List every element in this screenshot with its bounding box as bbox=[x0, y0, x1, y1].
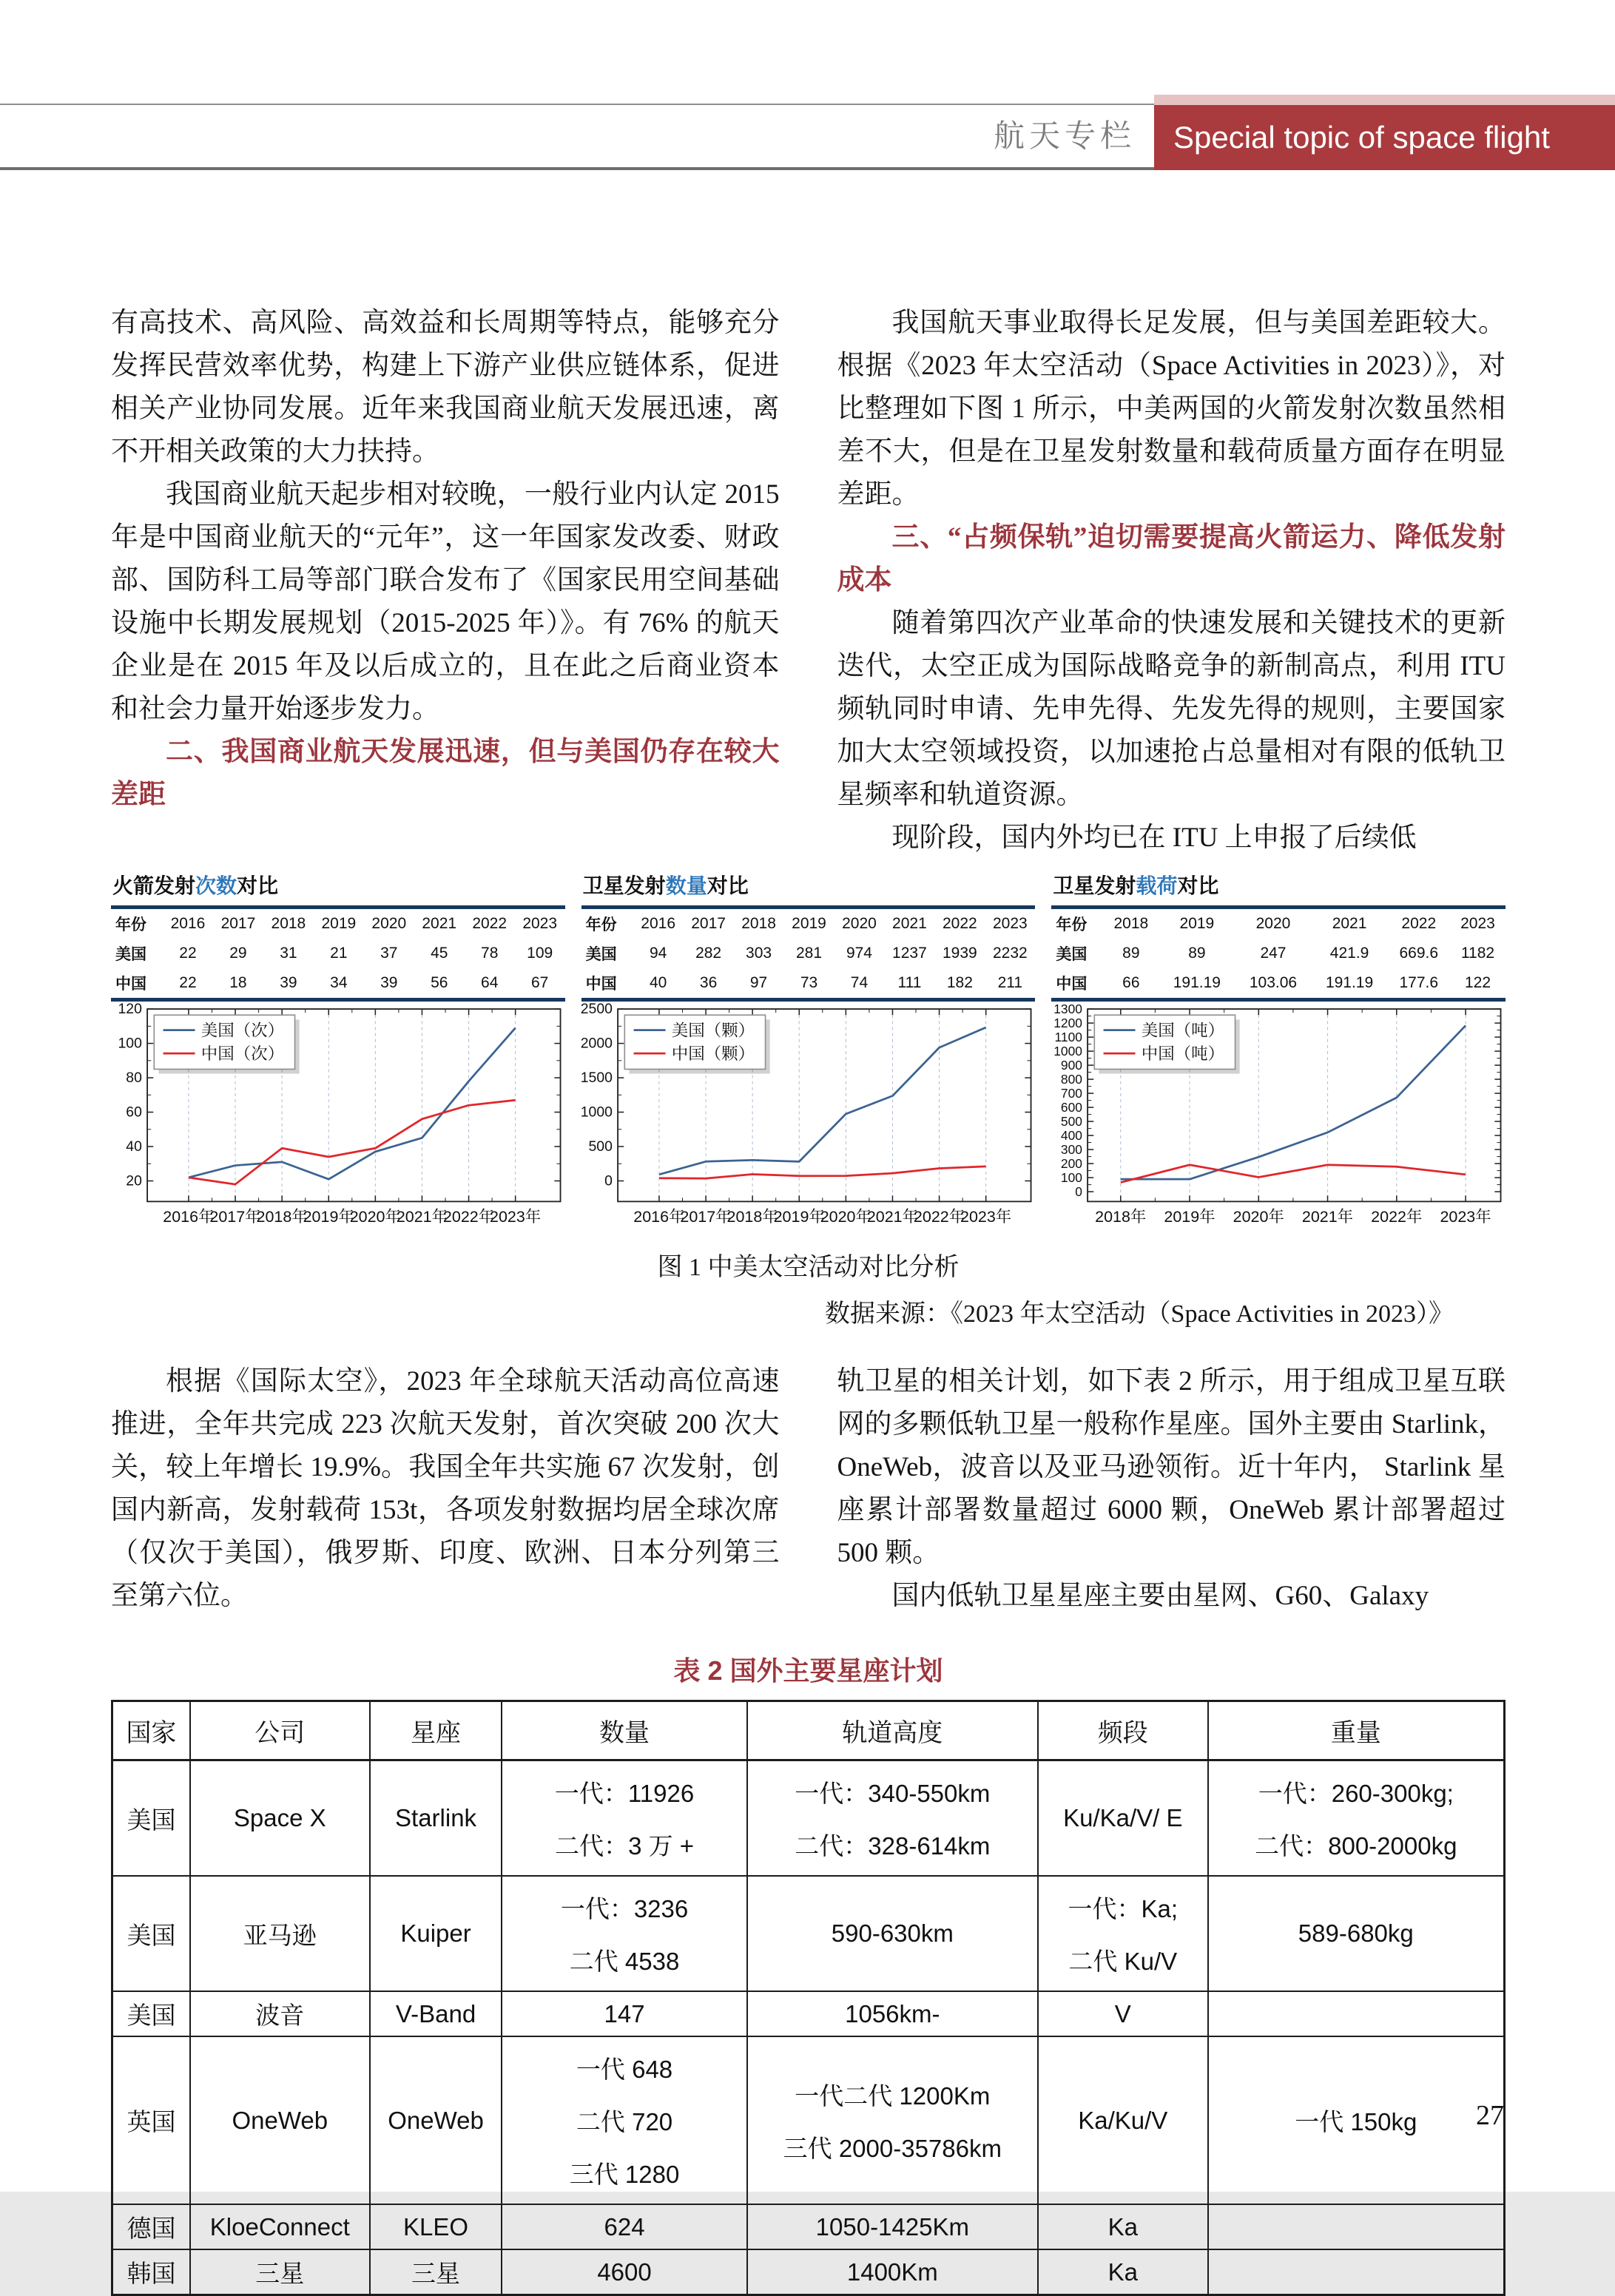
table2-cell: V-Band bbox=[370, 1991, 502, 2036]
table2-cell: 美国 bbox=[112, 1991, 190, 2036]
table2-cell: 一代：Ka; 二代 Ku/V bbox=[1038, 1876, 1208, 1991]
mini-table-cell: 74 bbox=[850, 974, 869, 991]
table2-cell: 三星 bbox=[370, 2249, 502, 2295]
table2-header-cell: 重量 bbox=[1208, 1701, 1505, 1760]
mini-table-cell: 182 bbox=[946, 974, 973, 991]
header-rule-bottom bbox=[0, 167, 1154, 170]
svg-text:2020年: 2020年 bbox=[349, 1207, 401, 1226]
table2-cell: 英国 bbox=[112, 2036, 190, 2204]
table2-cell: 一代：260-300kg; 二代：800-2000kg bbox=[1208, 1760, 1505, 1877]
chart-title-text: 卫星发射 bbox=[582, 874, 666, 897]
table2-cell: 一代：3236 二代 4538 bbox=[502, 1876, 746, 1991]
table2-cell: V bbox=[1038, 1991, 1208, 2036]
table2-title: 表 2 国外主要星座计划 bbox=[673, 1655, 943, 1686]
mini-table-cell: 247 bbox=[1260, 945, 1287, 962]
section-banner bbox=[1154, 95, 1615, 170]
table2-header-cell: 国家 bbox=[112, 1701, 190, 1760]
svg-text:2018年: 2018年 bbox=[726, 1207, 778, 1226]
table2-cell: 韩国 bbox=[112, 2249, 190, 2295]
mini-table-cell: 2232 bbox=[992, 945, 1028, 962]
table2-cell: 一代 150kg bbox=[1208, 2036, 1505, 2204]
table2-header-cell: 星座 bbox=[370, 1701, 502, 1760]
svg-text:800: 800 bbox=[1061, 1072, 1083, 1087]
table2-cell: 4600 bbox=[502, 2249, 746, 2295]
table2-cell: Ka/Ku/V bbox=[1038, 2036, 1208, 2204]
mini-table-cell: 年份 bbox=[115, 916, 146, 933]
chart-data-table bbox=[581, 905, 1036, 1002]
table-row bbox=[112, 2036, 1505, 2204]
line-chart-rocket-launches bbox=[111, 1001, 565, 1230]
mini-table-cell: 年份 bbox=[1056, 916, 1088, 933]
table2-cell: 147 bbox=[502, 1991, 746, 2036]
page-header bbox=[0, 0, 1615, 178]
svg-text:2017年: 2017年 bbox=[680, 1207, 732, 1226]
text-block-lower bbox=[111, 1360, 1506, 1618]
svg-text:1300: 1300 bbox=[1053, 1002, 1083, 1017]
table2-cell: Starlink bbox=[370, 1760, 502, 1877]
svg-text:2023年: 2023年 bbox=[960, 1207, 1011, 1226]
svg-text:2022年: 2022年 bbox=[913, 1207, 965, 1226]
chart-title bbox=[583, 870, 1036, 899]
mini-table-cell: 中国 bbox=[1056, 976, 1088, 993]
mini-table-cell: 2019 bbox=[321, 915, 357, 932]
right-column bbox=[837, 302, 1506, 860]
mini-table-cell: 282 bbox=[695, 945, 722, 962]
svg-text:2000: 2000 bbox=[580, 1035, 613, 1052]
mini-table-cell: 37 bbox=[380, 945, 398, 962]
svg-text:1100: 1100 bbox=[1054, 1030, 1083, 1045]
table2-cell: 美国 bbox=[112, 1760, 190, 1877]
svg-text:500: 500 bbox=[1061, 1114, 1083, 1130]
svg-text:80: 80 bbox=[126, 1070, 142, 1087]
mini-table-cell: 39 bbox=[280, 974, 297, 991]
svg-text:500: 500 bbox=[588, 1138, 613, 1155]
mini-table-cell: 67 bbox=[530, 974, 549, 991]
table2-cell: OneWeb bbox=[190, 2036, 370, 2204]
paragraph: 国内低轨卫星星座主要由星网、G60、Galaxy bbox=[891, 1581, 1429, 1611]
banner-accent-strip bbox=[1154, 95, 1615, 105]
constellation-plan-table bbox=[111, 1700, 1506, 2296]
svg-text:600: 600 bbox=[1061, 1100, 1083, 1115]
table2-cell: KloeConnect bbox=[190, 2204, 370, 2249]
table2-cell bbox=[1208, 1991, 1505, 2036]
svg-text:1500: 1500 bbox=[580, 1070, 613, 1087]
table2-header-cell: 频段 bbox=[1038, 1701, 1208, 1760]
chart-title-text: 卫星发射 bbox=[1053, 874, 1136, 897]
figure-caption: 图 1 中美太空活动对比分析 bbox=[657, 1254, 960, 1281]
chart-title-text: 火箭发射 bbox=[112, 874, 196, 897]
left-column bbox=[111, 1360, 780, 1618]
mini-table-cell: 40 bbox=[649, 974, 667, 991]
svg-text:2022年: 2022年 bbox=[442, 1207, 495, 1226]
svg-text:120: 120 bbox=[118, 1001, 142, 1018]
table2-header-cell: 公司 bbox=[190, 1701, 370, 1760]
mini-table-cell: 281 bbox=[795, 945, 823, 962]
mini-table-cell: 1182 bbox=[1460, 945, 1495, 962]
mini-table-cell: 78 bbox=[481, 945, 499, 962]
left-column bbox=[111, 302, 780, 860]
mini-table-cell: 109 bbox=[527, 945, 553, 962]
svg-text:1000: 1000 bbox=[1053, 1044, 1083, 1059]
page-body bbox=[0, 302, 1615, 2296]
table2-cell: 三星 bbox=[190, 2249, 370, 2295]
table2-cell: 一代：11926 二代：3 万 + bbox=[502, 1760, 746, 1877]
svg-text:美国（次）: 美国（次） bbox=[200, 1021, 285, 1040]
table2-cell: Ku/Ka/V/ E bbox=[1038, 1760, 1208, 1877]
mini-table-cell: 177.6 bbox=[1399, 974, 1439, 991]
table2-cell: 1056km- bbox=[747, 1991, 1038, 2036]
table2-cell bbox=[1208, 2204, 1505, 2249]
mini-table-cell: 2018 bbox=[1113, 915, 1149, 932]
table2-cell: 1050-1425Km bbox=[747, 2204, 1038, 2249]
mini-table-cell: 89 bbox=[1188, 945, 1206, 962]
table-row bbox=[112, 1991, 1505, 2036]
banner-title: Special topic of space flight bbox=[1154, 105, 1615, 170]
svg-text:2016年: 2016年 bbox=[163, 1207, 215, 1226]
svg-text:200: 200 bbox=[1061, 1156, 1083, 1172]
mini-table-cell: 中国 bbox=[115, 976, 146, 993]
mini-table-cell: 1237 bbox=[892, 945, 927, 962]
svg-text:60: 60 bbox=[126, 1104, 142, 1121]
mini-table-cell: 39 bbox=[380, 974, 398, 991]
mini-table-cell: 111 bbox=[897, 974, 922, 991]
section-heading-2: 二、我国商业航天发展迅速，但与美国仍存在较大差距 bbox=[111, 737, 780, 810]
mini-table-cell: 22 bbox=[179, 945, 197, 962]
svg-text:0: 0 bbox=[604, 1172, 613, 1189]
paragraph: 轨卫星的相关计划，如下表 2 所示，用于组成卫星互联网的多颗低轨卫星一般称作星座。国外主要由 Starlink，OneWeb，波音以及亚马逊领衔。近十年内， Starlink 星座累计部署数量超过 6000 颗，OneWeb 累计部署超过 500 颗。 bbox=[837, 1366, 1506, 1568]
chart-title-text: 对比 bbox=[237, 874, 279, 897]
mini-table-cell: 2020 bbox=[842, 915, 877, 932]
table2-cell: Ka bbox=[1038, 2204, 1208, 2249]
table2-cell: 624 bbox=[502, 2204, 746, 2249]
mini-table-cell: 2017 bbox=[691, 915, 726, 932]
svg-text:2018年: 2018年 bbox=[256, 1207, 308, 1226]
mini-table-cell: 美国 bbox=[1056, 946, 1088, 963]
svg-text:40: 40 bbox=[126, 1138, 142, 1155]
mini-table-cell: 45 bbox=[431, 945, 448, 962]
mini-table-cell: 191.19 bbox=[1173, 974, 1221, 991]
mini-table-cell: 1939 bbox=[943, 945, 977, 962]
paragraph: 随着第四次产业革命的快速发展和关键技术的更新迭代，太空正成为国际战略竞争的新制高点，利用 ITU 频轨同时申请、先申先得、先发先得的规则，主要国家加大太空领域投资，以加速抢占总量相对有限的低轨卫星频率和轨道资源。 bbox=[837, 608, 1506, 810]
table2-cell: 波音 bbox=[190, 1991, 370, 2036]
mini-table-cell: 2018 bbox=[271, 915, 306, 932]
paragraph: 有高技术、高风险、高效益和长周期等特点，能够充分发挥民营效率优势，构建上下游产业供应链体系，促进相关产业协同发展。近年来我国商业航天发展迅速，离不开相关政策的大力扶持。 bbox=[111, 308, 780, 467]
line-chart-satellite-count bbox=[580, 1001, 1036, 1230]
line-chart-payload-mass bbox=[1051, 1004, 1506, 1230]
table2-cell: 一代 648 二代 720 三代 1280 bbox=[502, 2036, 746, 2204]
svg-text:300: 300 bbox=[1061, 1142, 1083, 1158]
chart-panel-payload-mass bbox=[1051, 870, 1506, 1230]
page-number: 27 bbox=[1476, 2100, 1504, 2131]
svg-text:20: 20 bbox=[126, 1172, 142, 1189]
mini-table-cell: 669.6 bbox=[1399, 945, 1439, 962]
mini-table-cell: 303 bbox=[746, 945, 772, 962]
chart-panel-rocket-launches bbox=[111, 870, 565, 1230]
mini-table-cell: 2021 bbox=[422, 915, 457, 932]
mini-table-cell: 2022 bbox=[472, 915, 508, 932]
svg-text:2017年: 2017年 bbox=[209, 1207, 261, 1226]
chart-panel-satellite-count bbox=[581, 870, 1036, 1230]
mini-table-cell: 年份 bbox=[585, 916, 617, 933]
mini-table-cell: 18 bbox=[229, 974, 247, 991]
column-title-chinese: 航天专栏 bbox=[993, 118, 1136, 153]
table-row bbox=[112, 1876, 1505, 1991]
svg-text:2020年: 2020年 bbox=[820, 1207, 871, 1226]
svg-text:2019年: 2019年 bbox=[1164, 1207, 1216, 1226]
mini-table-cell: 122 bbox=[1464, 974, 1491, 991]
svg-text:美国（吨）: 美国（吨） bbox=[1142, 1021, 1225, 1040]
table2-cell: 589-680kg bbox=[1208, 1876, 1505, 1991]
right-column bbox=[837, 1360, 1506, 1618]
paragraph: 我国商业航天起步相对较晚，一般行业内认定 2015 年是中国商业航天的“元年”，这一年国家发改委、财政部、国防科工局等部门联合发布了《国家民用空间基础设施中长期发展规划（2015-2025 年）》。有 76% 的航天企业是在 2015 年及以后成立的，且在此之后商业资本和社会力量开始逐步发力。 bbox=[111, 479, 780, 724]
mini-table-cell: 2022 bbox=[1401, 915, 1437, 932]
svg-text:2021年: 2021年 bbox=[1302, 1207, 1354, 1226]
mini-table-cell: 2020 bbox=[371, 915, 407, 932]
mini-table-cell: 2019 bbox=[1179, 915, 1215, 932]
svg-text:2023年: 2023年 bbox=[490, 1207, 542, 1226]
table-row bbox=[112, 1701, 1505, 1760]
svg-text:2021年: 2021年 bbox=[396, 1207, 448, 1226]
mini-table-cell: 2023 bbox=[522, 915, 558, 932]
mini-table-cell: 97 bbox=[749, 974, 768, 991]
mini-table-cell: 2019 bbox=[792, 915, 826, 932]
mini-table-cell: 2023 bbox=[992, 915, 1028, 932]
chart-title-text: 对比 bbox=[1177, 874, 1219, 897]
chart-data-table bbox=[1051, 905, 1506, 1002]
table-row bbox=[112, 2204, 1505, 2249]
mini-table-cell: 191.19 bbox=[1325, 974, 1374, 991]
svg-text:2500: 2500 bbox=[580, 1001, 613, 1018]
mini-table-cell: 94 bbox=[649, 945, 667, 962]
mini-table-cell: 36 bbox=[699, 974, 718, 991]
svg-text:700: 700 bbox=[1061, 1086, 1083, 1101]
svg-text:中国（吨）: 中国（吨） bbox=[1142, 1044, 1225, 1064]
mini-table-cell: 美国 bbox=[115, 946, 146, 963]
svg-text:100: 100 bbox=[1061, 1170, 1083, 1186]
mini-table-cell: 64 bbox=[481, 974, 499, 991]
table-row bbox=[112, 2249, 1505, 2295]
mini-table-cell: 421.9 bbox=[1329, 945, 1369, 962]
mini-table-cell: 2017 bbox=[220, 915, 256, 932]
section-heading-3: 三、“占频保轨”迫切需要提高火箭运力、降低发射成本 bbox=[837, 522, 1506, 595]
svg-text:2021年: 2021年 bbox=[866, 1207, 918, 1226]
table2-cell: 亚马逊 bbox=[190, 1876, 370, 1991]
mini-table-cell: 美国 bbox=[585, 946, 617, 963]
mini-table-cell: 2021 bbox=[892, 915, 927, 932]
svg-text:2022年: 2022年 bbox=[1371, 1207, 1423, 1226]
mini-table-cell: 22 bbox=[179, 974, 197, 991]
mini-table-cell: 2023 bbox=[1460, 915, 1495, 932]
header-rule-top bbox=[0, 104, 1154, 105]
svg-text:400: 400 bbox=[1061, 1128, 1083, 1144]
svg-text:中国（颗）: 中国（颗） bbox=[671, 1044, 755, 1064]
mini-table-cell: 29 bbox=[229, 945, 247, 962]
table2-cell: 590-630km bbox=[747, 1876, 1038, 1991]
table2-cell: Ka bbox=[1038, 2249, 1208, 2295]
table2-cell: 1400Km bbox=[747, 2249, 1038, 2295]
chart-title-highlight: 数量 bbox=[665, 874, 707, 897]
mini-table-cell: 89 bbox=[1122, 945, 1140, 962]
svg-text:100: 100 bbox=[118, 1035, 142, 1052]
chart-title bbox=[112, 870, 565, 899]
svg-text:0: 0 bbox=[1075, 1184, 1083, 1200]
mini-table-cell: 103.06 bbox=[1249, 974, 1298, 991]
chart-data-table bbox=[111, 905, 565, 1002]
svg-text:2019年: 2019年 bbox=[303, 1207, 354, 1226]
table2-cell: 美国 bbox=[112, 1876, 190, 1991]
svg-text:900: 900 bbox=[1061, 1058, 1083, 1073]
paragraph: 根据《国际太空》，2023 年全球航天活动高位高速推进，全年共完成 223 次航天发射，首次突破 200 次大关，较上年增长 19.9%。我国全年共实施 67 次发射，创国内新高，发射载荷 153t，各项发射数据均居全球次席（仅次于美国），俄罗斯、印度、欧洲、日本分列第三至第六位。 bbox=[111, 1366, 780, 1611]
mini-table-cell: 2020 bbox=[1255, 915, 1291, 932]
paragraph: 现阶段，国内外均已在 ITU 上申报了后续低 bbox=[891, 823, 1417, 853]
mini-table-cell: 73 bbox=[800, 974, 818, 991]
table2-cell: 德国 bbox=[112, 2204, 190, 2249]
table2-cell: Space X bbox=[190, 1760, 370, 1877]
mini-table-cell: 66 bbox=[1122, 974, 1140, 991]
mini-table-cell: 2018 bbox=[741, 915, 776, 932]
mini-table-cell: 2021 bbox=[1332, 915, 1367, 932]
svg-text:美国（颗）: 美国（颗） bbox=[671, 1021, 755, 1040]
svg-text:2023年: 2023年 bbox=[1440, 1207, 1492, 1226]
table2-cell: OneWeb bbox=[370, 2036, 502, 2204]
mini-table-cell: 974 bbox=[846, 945, 872, 962]
svg-text:1000: 1000 bbox=[580, 1104, 613, 1121]
mini-table-cell: 中国 bbox=[585, 976, 617, 993]
chart-title-text: 对比 bbox=[707, 874, 749, 897]
svg-text:2016年: 2016年 bbox=[633, 1207, 685, 1226]
mini-table-cell: 2016 bbox=[170, 915, 206, 932]
mini-table-cell: 2022 bbox=[943, 915, 977, 932]
svg-text:2019年: 2019年 bbox=[773, 1207, 825, 1226]
table2-header-cell: 轨道高度 bbox=[747, 1701, 1038, 1760]
table-row bbox=[112, 1760, 1505, 1877]
svg-text:2020年: 2020年 bbox=[1233, 1207, 1285, 1226]
text-block-upper bbox=[111, 302, 1506, 860]
mini-table-cell: 21 bbox=[330, 945, 348, 962]
paragraph: 我国航天事业取得长足发展，但与美国差距较大。根据《2023 年太空活动（Space Activities in 2023）》，对比整理如下图 1 所示，中美两国的火箭发射次数虽然相差不大，但是在卫星发射数量和载荷质量方面存在明显差距。 bbox=[837, 308, 1506, 510]
mini-table-cell: 34 bbox=[330, 974, 348, 991]
table2-cell: 一代：340-550km 二代：328-614km bbox=[747, 1760, 1038, 1877]
svg-text:2018年: 2018年 bbox=[1095, 1207, 1147, 1226]
mini-table-cell: 2016 bbox=[641, 915, 675, 932]
chart-title-highlight: 次数 bbox=[195, 874, 237, 897]
svg-text:1200: 1200 bbox=[1053, 1016, 1083, 1031]
table2-cell: 一代二代 1200Km 三代 2000-35786km bbox=[747, 2036, 1038, 2204]
mini-table-cell: 56 bbox=[431, 974, 448, 991]
figure-1 bbox=[111, 870, 1506, 1230]
svg-text:中国（次）: 中国（次） bbox=[200, 1044, 285, 1064]
table2-cell bbox=[1208, 2249, 1505, 2295]
mini-table-cell: 211 bbox=[997, 974, 1023, 991]
chart-title-highlight: 载荷 bbox=[1136, 874, 1178, 897]
chart-title bbox=[1053, 870, 1506, 899]
table2-header-cell: 数量 bbox=[502, 1701, 746, 1760]
figure-source: 数据来源：《2023 年太空活动（Space Activities in 2023）》 bbox=[825, 1300, 1454, 1328]
table2-cell: Kuiper bbox=[370, 1876, 502, 1991]
table2-cell: KLEO bbox=[370, 2204, 502, 2249]
mini-table-cell: 31 bbox=[280, 945, 297, 962]
